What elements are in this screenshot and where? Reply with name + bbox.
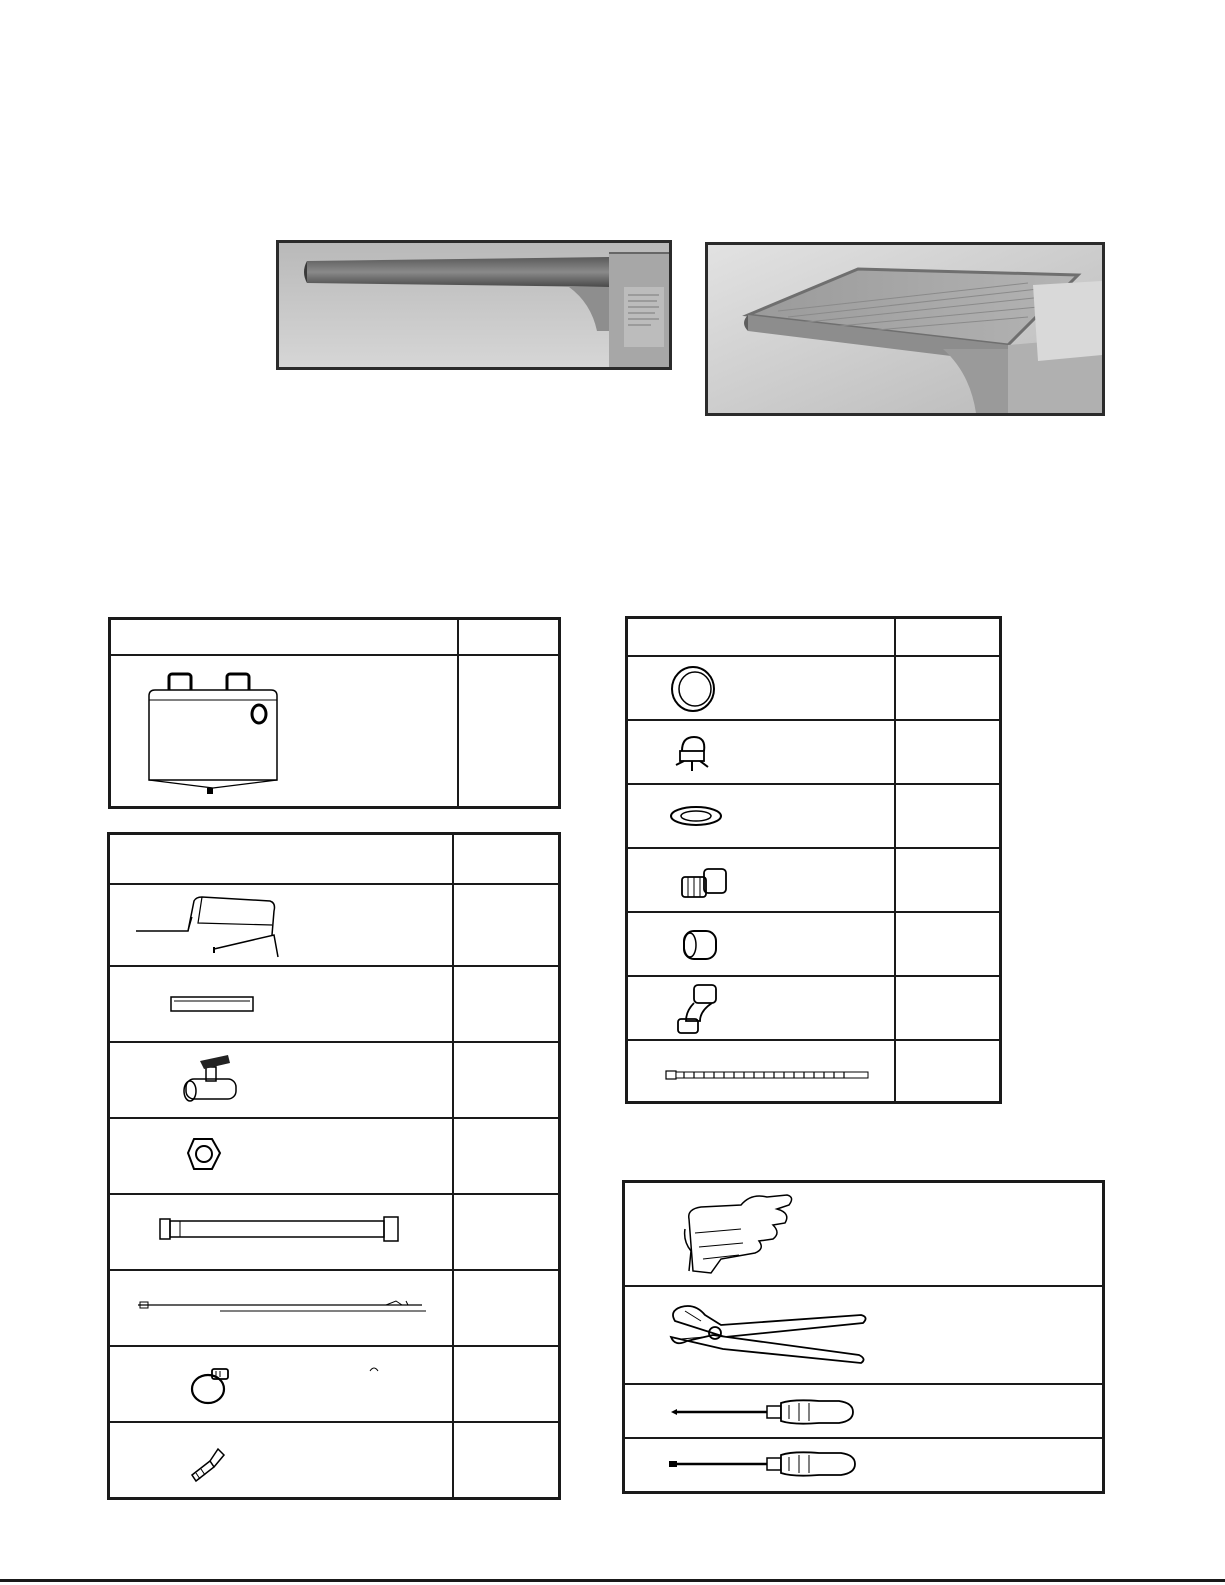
ring-gasket-icon [668, 663, 718, 715]
table-row [628, 913, 999, 977]
table-header-row [111, 620, 558, 656]
small-mark [368, 1365, 380, 1373]
table-row [110, 1119, 558, 1195]
table-row [110, 1271, 558, 1347]
cutting-board-shelf-photo [705, 242, 1105, 416]
table-row [625, 1439, 1102, 1491]
drain-rod-icon [136, 1297, 436, 1317]
side-shelf-photo [276, 240, 672, 370]
table-row [625, 1385, 1102, 1439]
table-row [111, 656, 558, 806]
tools-table [622, 1180, 1105, 1494]
table-row [628, 1041, 999, 1101]
elbow-fitting-icon [672, 981, 722, 1037]
table-row [628, 721, 999, 785]
table-row [110, 1423, 558, 1497]
table-header-row [110, 835, 558, 885]
hex-nut-fitting-icon [184, 1135, 224, 1175]
cable-tie-icon [664, 1069, 874, 1081]
pipe-clip-icon [672, 731, 712, 775]
table-row [628, 849, 999, 913]
barbed-adapter-icon [676, 857, 732, 905]
spacer-bar-icon [170, 995, 260, 1015]
water-tank-icon [141, 668, 281, 798]
table-row [110, 967, 558, 1043]
table-row [628, 785, 999, 849]
hose-clamp-icon [186, 1361, 236, 1411]
tank-bracket-icon [132, 895, 292, 961]
side-shelf-illustration [279, 243, 669, 367]
table-row [628, 977, 999, 1041]
flathead-screwdriver-icon [667, 1449, 861, 1479]
tank-parts-table [108, 617, 561, 809]
table-row [110, 885, 558, 967]
ball-valve-icon [180, 1051, 250, 1111]
flat-washer-icon [668, 803, 724, 829]
gloves-icon [681, 1189, 801, 1281]
table-row [110, 1347, 558, 1423]
bottom-rule [0, 1579, 1225, 1582]
phillips-screwdriver-icon [669, 1397, 859, 1427]
table-row [625, 1183, 1102, 1287]
table-row [110, 1195, 558, 1271]
hose-barb-icon [188, 1439, 228, 1483]
water-hose-icon [156, 1211, 406, 1247]
cutting-board-illustration [708, 245, 1102, 413]
coupling-icon [678, 925, 722, 965]
table-row [625, 1287, 1102, 1385]
pliers-icon [665, 1297, 875, 1377]
table-row [110, 1043, 558, 1119]
parts-table-left [107, 832, 561, 1500]
parts-table-right [625, 616, 1002, 1104]
table-header-row [628, 619, 999, 657]
table-row [628, 657, 999, 721]
